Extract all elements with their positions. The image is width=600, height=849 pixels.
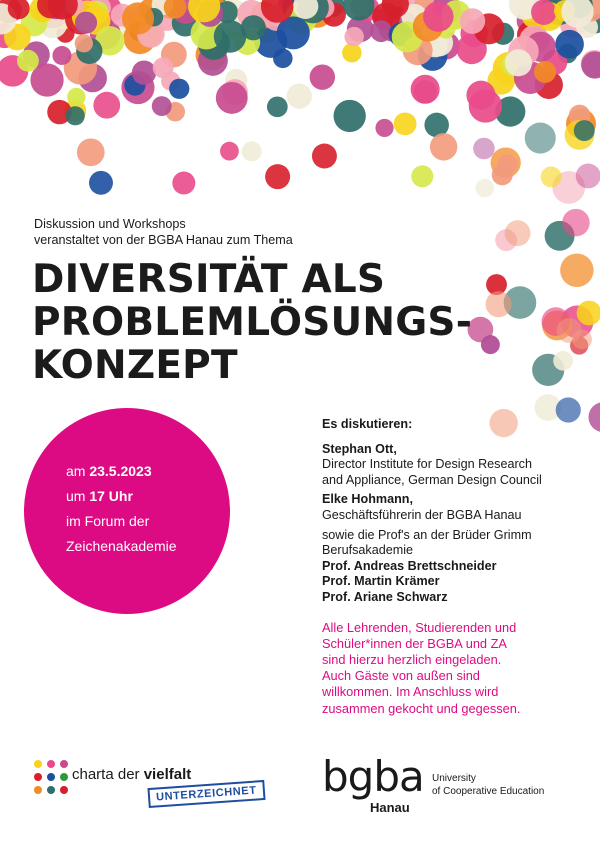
- charta-dots-icon: [34, 760, 68, 794]
- speakers-panel: [322, 417, 592, 717]
- confetti-dot: [310, 64, 335, 89]
- prof-name: Prof. Ariane Schwarz: [322, 589, 448, 604]
- confetti-dot: [531, 0, 556, 25]
- profs-intro-line-2: Berufsakademie: [322, 543, 414, 558]
- bgba-subtitle: [432, 773, 544, 798]
- confetti-dot: [375, 119, 393, 137]
- confetti-dot: [394, 112, 417, 135]
- confetti-dot: [273, 49, 293, 69]
- confetti-dot: [560, 253, 593, 286]
- prof-name: Prof. Andreas Brettschneider: [322, 558, 497, 573]
- speaker-name: Elke Hohmann,: [322, 492, 413, 507]
- confetti-dot: [169, 79, 189, 99]
- invitation-line: willkommen. Im Anschluss wird: [322, 684, 499, 700]
- confetti-dot: [469, 89, 502, 122]
- confetti-dot: [557, 318, 582, 343]
- speaker-role-line: Geschäftsführerin der BGBA Hanau: [322, 507, 522, 522]
- charta-dot: [60, 786, 68, 794]
- speaker-hohmann: [322, 492, 592, 523]
- confetti-dot: [132, 60, 156, 84]
- time-value: 17 Uhr: [89, 488, 133, 504]
- confetti-dot: [475, 179, 494, 198]
- bgba-subtitle-line: University: [432, 773, 476, 784]
- event-date: [66, 459, 177, 484]
- confetti-dot: [287, 84, 312, 109]
- confetti-dot: [153, 57, 174, 78]
- speakers-heading: Es diskutieren:: [322, 417, 413, 431]
- intro-line-1: Diskussion und Workshops: [34, 217, 186, 231]
- date-value: 23.5.2023: [89, 463, 152, 479]
- charta-wordmark: [72, 766, 191, 783]
- confetti-dot: [553, 351, 573, 371]
- confetti-dot: [562, 209, 589, 236]
- intro-text: [34, 216, 293, 248]
- invitation-line: zusammen gekocht und gegessen.: [322, 700, 521, 716]
- charta-dot: [60, 760, 68, 768]
- confetti-dot: [242, 141, 262, 161]
- charta-dot: [47, 786, 55, 794]
- event-place-line-2: Zeichenakademie: [66, 538, 177, 554]
- confetti-dot: [541, 166, 562, 187]
- event-place-line-1: im Forum der: [66, 513, 150, 529]
- confetti-dot: [75, 34, 93, 52]
- confetti-dot: [344, 27, 363, 46]
- confetti-dot: [66, 106, 85, 125]
- confetti-dot: [17, 50, 39, 72]
- bgba-subtitle-line: of Cooperative Education: [432, 785, 545, 797]
- charta-regular: charta der: [72, 766, 144, 783]
- confetti-dot: [423, 1, 453, 31]
- bgba-logo: [322, 752, 545, 815]
- confetti-dot: [216, 82, 248, 114]
- confetti-dot: [267, 96, 288, 117]
- confetti-dot: [265, 164, 290, 189]
- confetti-dot: [505, 49, 532, 76]
- confetti-dot: [481, 335, 500, 354]
- confetti-dot: [411, 75, 440, 104]
- confetti-dot: [52, 46, 71, 65]
- confetti-dot: [370, 20, 392, 42]
- confetti-dot: [89, 171, 113, 195]
- bgba-city: Hanau: [370, 800, 410, 815]
- confetti-dot: [505, 220, 531, 246]
- confetti-dot: [576, 163, 600, 188]
- confetti-dot: [172, 172, 195, 195]
- confetti-dot: [486, 291, 512, 317]
- intro-line-2: veranstaltet von der BGBA Hanau zum Thema: [34, 233, 293, 247]
- confetti-dot: [334, 100, 366, 132]
- headline-line-3: KONZEPT: [32, 343, 238, 388]
- confetti-dot: [93, 92, 120, 119]
- event-time: [66, 484, 177, 509]
- speaker-name: Stephan Ott,: [322, 441, 397, 456]
- confetti-dot: [67, 88, 85, 106]
- invitation-line: Schüler*innen der BGBA und ZA: [322, 635, 507, 651]
- unterzeichnet-stamp: UNTERZEICHNET: [147, 780, 265, 808]
- invitation-line: sind hierzu herzlich eingeladen.: [322, 651, 502, 667]
- invitation-line: Auch Gäste von außen sind: [322, 668, 480, 684]
- confetti-dot: [460, 8, 486, 34]
- charta-bold: vielfalt: [143, 766, 192, 783]
- charta-dot: [47, 773, 55, 781]
- confetti-dot: [411, 165, 433, 187]
- charta-dot: [34, 760, 42, 768]
- confetti-dot: [122, 2, 154, 34]
- charta-dot: [60, 773, 68, 781]
- confetti-dot: [525, 123, 556, 154]
- speaker-role-line: Director Institute for Design Research: [322, 457, 532, 472]
- confetti-dot: [473, 138, 495, 160]
- date-prefix: am: [66, 463, 90, 479]
- invitation-text: [322, 620, 592, 717]
- confetti-dot: [574, 120, 595, 141]
- event-details: [66, 459, 177, 559]
- profs-block: [322, 528, 592, 606]
- charta-dot: [47, 760, 55, 768]
- invitation-line: Alle Lehrenden, Studierenden und: [322, 619, 517, 635]
- confetti-dot: [75, 12, 97, 34]
- confetti-dot: [430, 133, 457, 160]
- profs-intro-line-1: sowie die Prof's an der Brüder Grimm: [322, 527, 532, 542]
- headline-line-1: DIVERSITÄT ALS: [32, 257, 386, 302]
- charta-dot: [34, 773, 42, 781]
- confetti-dot: [555, 30, 584, 59]
- headline-line-2: PROBLEMLÖSUNGS-: [32, 300, 473, 345]
- confetti-dot: [152, 96, 172, 116]
- bgba-wordmark: bgba: [322, 752, 424, 801]
- prof-name: Prof. Martin Krämer: [322, 574, 440, 589]
- confetti-dot: [492, 164, 513, 185]
- confetti-dot: [312, 144, 337, 169]
- confetti-dot: [77, 138, 105, 166]
- confetti-dot: [534, 61, 556, 83]
- confetti-dot: [214, 20, 247, 53]
- confetti-dot: [220, 142, 239, 161]
- speaker-role-line: and Appliance, German Design Council: [322, 472, 542, 487]
- time-prefix: um: [66, 488, 90, 504]
- headline: [32, 258, 472, 387]
- charta-dot: [34, 786, 42, 794]
- speaker-ott: [322, 442, 592, 489]
